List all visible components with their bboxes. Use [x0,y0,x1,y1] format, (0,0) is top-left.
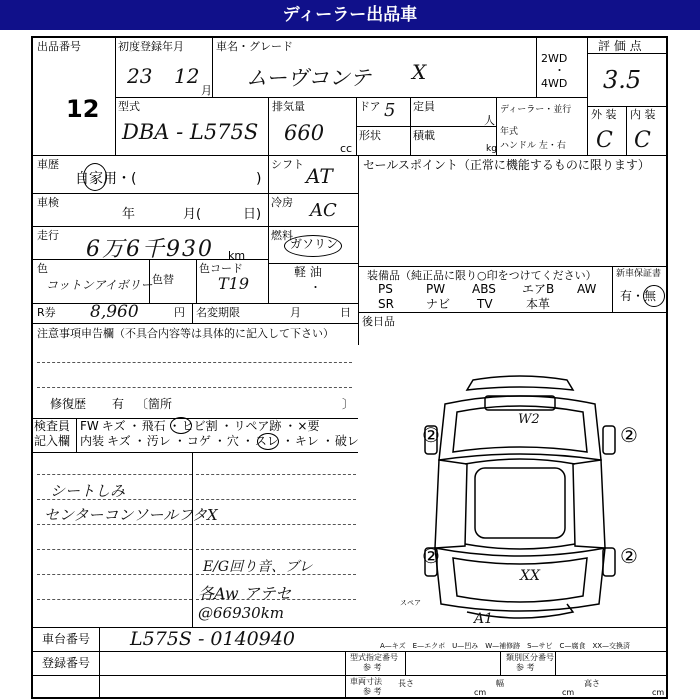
drive-2wd: 2WD [541,52,568,65]
interior-value: C [634,128,651,153]
model-value: DBA - L575S [122,120,259,144]
first-reg-month-suffix: 月 [201,84,212,97]
size-length: 長さ [398,679,414,688]
inspector-note-5: @66930km [198,604,285,622]
recycle-value: 8,960 [90,302,139,322]
check-row1-item: ヒビ割 [181,419,218,433]
check-row2-item: ・ [213,434,226,448]
equipment-label: 装備品（純正品に限り○印をつけてください） [367,269,597,282]
score-value: 3.5 [603,66,642,94]
expiry-label: 名変期限 [196,306,240,319]
car-damage-diagram [405,368,635,628]
inspector-note-3: E/G回り音、ブレ [203,559,313,575]
check-row2-item: ・ [281,434,294,448]
first-reg-year: 23 [127,64,153,88]
mileage-label: 走行 [37,229,59,242]
check-row2-item: ・ [241,434,254,448]
damage-mark-fl: ② [422,423,440,447]
capacity-label: 定員 [413,100,435,113]
equip-sr: SR [378,297,394,311]
size-height-cm: cm [652,688,665,697]
lot-number: 12 [66,95,100,123]
notes-label: 注意事項申告欄（不具合内容等は具体的に記入して下さい） [37,327,334,340]
fuel-label: 燃料 [271,229,293,242]
class-spec-sub: 参 考 [516,663,535,672]
inspection-label: 車検 [37,196,59,209]
equip-leather: 本革 [526,297,551,311]
damage-mark-rl: ② [422,544,440,568]
dealer-year-label: 年式 [500,127,519,137]
lot-number-label: 出品番号 [37,40,81,53]
equip-abs: ABS [472,282,496,296]
damage-a1: A1 [474,611,494,627]
equip-ps: PS [378,282,393,296]
fuel-diesel: 軽 油 [294,265,322,279]
repair-close: 〕 [342,397,355,411]
capacity-unit: 人 [484,114,495,127]
history-close: ) [256,171,262,187]
check-row2-item: スレ [254,434,279,448]
warranty-label: 新車保証書 [616,269,662,279]
size-height: 高さ [584,679,600,688]
equip-navi: ナビ [426,297,451,311]
check-row1-item: ・ [168,419,181,433]
model-label: 型式 [118,100,140,113]
shift-label: シフト [271,158,304,171]
check-row2-item: 破レ [334,434,359,448]
damage-mark-fr: ② [620,423,638,447]
expiry-day: 日 [340,306,351,319]
check-row1-item: キズ [101,419,126,433]
check-row1-item: リペア跡 [233,419,282,433]
check-row-1 [80,420,322,433]
page-title: ディーラー出品車 [0,0,700,30]
check-row1-item: 飛石 [141,419,166,433]
score-label: 評 価 点 [598,39,642,53]
displacement-label: 排気量 [272,100,305,113]
check-label-1: 検査員 [34,419,71,433]
repair-label: 修復歴 [50,397,87,411]
chassis-label: 車台番号 [42,632,91,646]
expiry-month: 月 [290,306,301,319]
size-width: 幅 [496,679,504,688]
check-row1-item: ・ [220,419,233,433]
check-row2-item: コゲ [186,434,211,448]
warranty-circle [643,285,665,307]
check-row2-item: 汚レ [146,434,171,448]
check-label-2: 記入欄 [34,434,71,448]
later-label: 後日品 [362,315,395,328]
size-length-cm: cm [474,688,487,697]
sales-point-label: セールスポイント（正常に機能するものに限ります） [363,158,650,172]
history-value: 自家用・( [75,171,137,187]
mileage-value: 6万6千930 [86,237,214,262]
registration-label: 登録番号 [42,656,91,670]
check-row2-item: ・ [133,434,146,448]
drive-4wd: 4WD [541,77,568,90]
check-row2-item: 穴 [226,434,239,448]
check-row2-item: 内装 [80,434,105,448]
drive-sep: ・ [554,64,565,77]
load-unit: kg [486,144,497,154]
doors-value: 5 [384,100,396,121]
equip-airbag: エアB [522,282,555,296]
recycle-unit: 円 [174,306,185,319]
equip-pw: PW [426,282,446,296]
check-row1-item: ×要 [297,419,320,433]
equip-tv: TV [477,297,493,311]
chassis-value: L575S - 0140940 [130,628,296,650]
car-grade: X [412,60,427,84]
type-spec-label: 型式指定番号 [350,653,398,662]
size-label: 車両寸法 [350,677,382,686]
dealer-label: ディーラー・並行 [500,105,572,115]
check-row1-item: ・ [284,419,297,433]
repair-has: 有 [112,397,125,411]
history-circle [83,163,107,191]
inspector-note-2: センターコンソールフタX [44,506,218,524]
legend: A—キズ E—エクボ U—凹み W—補修跡 S—サビ C—腐食 XX—交換済 [380,642,631,650]
first-reg-month: 12 [174,64,200,88]
inspector-note-4: 各Aw アテセ [198,584,292,603]
fuel-gasoline: ガソリン [290,237,339,251]
check-row1-item: FW [80,419,99,433]
check-row2-item: キズ [107,434,131,448]
load-label: 積載 [413,129,435,142]
first-reg-label: 初度登録年月 [118,40,184,53]
color-value: コットンアイボリー [46,278,153,292]
type-spec-sub: 参 考 [363,663,382,672]
damage-w2: W2 [518,412,540,427]
repair-location: 〔箇所 [136,397,173,411]
damage-xx: XX [520,568,540,584]
inspector-note-1: シートしみ [50,482,126,500]
check-row2-item: ・ [173,434,186,448]
interior-label: 内 装 [630,108,656,121]
inspection-year: 年 [122,207,136,222]
exterior-value: C [596,128,613,153]
check-row2-item: ・ [321,434,334,448]
check-row2-item: キレ [294,434,319,448]
ac-value: AC [310,200,337,221]
shape-label: 形状 [359,129,381,142]
check-row1-item: ・ [128,419,141,433]
damage-mark-rr: ② [620,544,638,568]
inspection-month: 月( [183,207,202,222]
displacement-value: 660 [284,121,325,145]
color-change-label: 色替 [152,273,174,286]
doors-label: ドア [359,100,381,113]
warranty-value: 有・無 [620,289,657,303]
exterior-label: 外 装 [591,108,617,121]
mileage-unit: km [228,249,246,262]
inspection-day: 日) [243,207,262,222]
car-name-label: 車名・グレード [216,40,293,53]
displacement-unit: cc [340,142,353,155]
color-label: 色 [37,262,48,275]
fuel-dot: ・ [310,281,321,294]
size-sub: 参 考 [363,687,382,696]
recycle-label: R券 [37,306,56,319]
spare-label: スペア [400,599,421,607]
size-width-cm: cm [562,688,575,697]
check-row-2 [80,435,362,448]
shift-value: AT [306,164,333,188]
ac-label: 冷房 [271,196,293,209]
class-spec-label: 類別区分番号 [506,653,554,662]
dealer-handle: ハンドル 左・右 [500,141,566,151]
history-label: 車歴 [37,158,59,171]
color-code-label: 色コード [199,262,243,275]
car-name: ムーヴコンテ [246,66,371,90]
equip-aw: AW [577,282,597,296]
color-code: T19 [218,274,250,293]
